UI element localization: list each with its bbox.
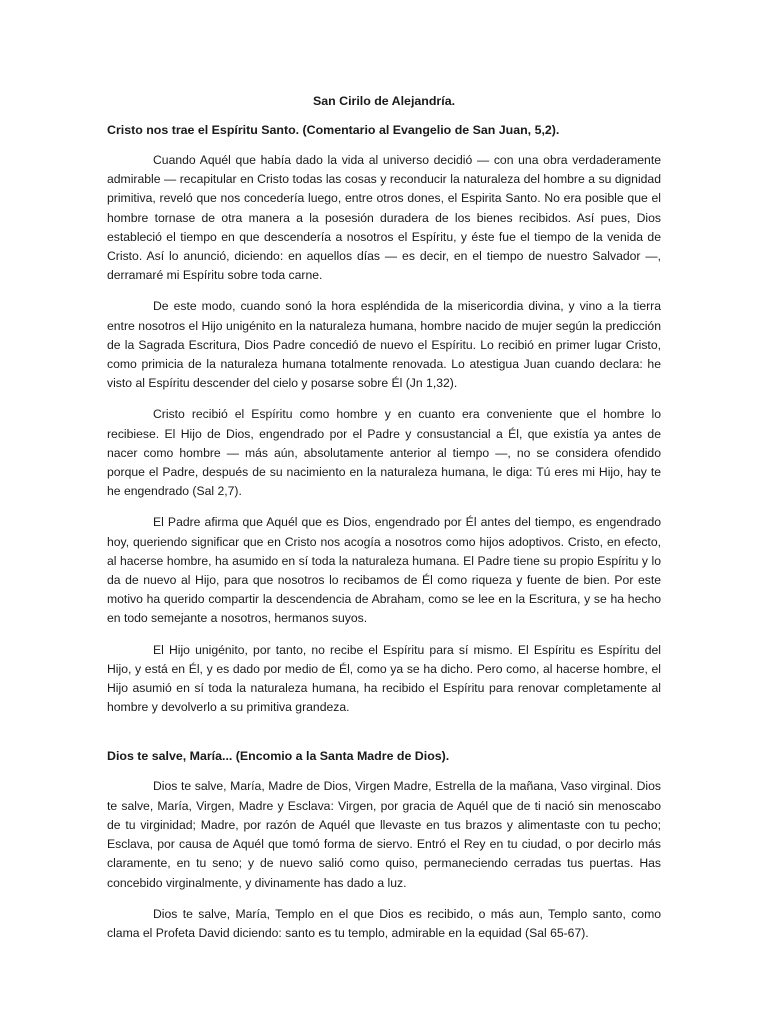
paragraph: El Hijo unigénito, por tanto, no recibe el Espíritu para sí mismo. El Espíritu es Espíritu del Hijo, y está en Él, y es dado por medio de Él, como ya se ha dicho. Pero como, al hacerse hombre, el Hijo asumió en sí toda la naturaleza humana, ha recibido el Espíritu para renovar completamente al hombre y devolverlo a su primitiva grandeza.	[107, 642, 661, 715]
document-title: San Cirilo de Alejandría.	[312, 94, 456, 108]
paragraph: El Padre afirma que Aquél que es Dios, engendrado por Él antes del tiempo, es engendrado hoy, queriendo significar que en Cristo nos acogía a nosotros como hijos adoptivos. Cristo, en efecto, al hacerse hombre, ha asumido en sí toda la naturaleza humana. El Padre tiene su propio Espíritu y lo da de nuevo al Hijo, para que nosotros lo recibamos de Él como riqueza y fuente de bien. Por este motivo ha querido compartir la descendencia de Abraham, como se lee en la Escritura, y se ha hecho en todo semejante a nosotros, hermanos suyos.	[107, 515, 661, 626]
document-page	[107, 92, 661, 955]
paragraph: Cristo recibió el Espíritu como hombre y en cuanto era conveniente que el hombre lo recibiese. El Hijo de Dios, engendrado por el Padre y consustancial a Él, que existía ya antes de nacer como hombre — más aún, absolutamente anterior al tiempo —, no se considera ofendido porque el Padre, después de su nacimiento en la naturaleza humana, le diga: Tú eres mi Hijo, hay te he engendrado (Sal 2,7).	[107, 407, 661, 499]
paragraph: Dios te salve, María, Madre de Dios, Virgen Madre, Estrella de la mañana, Vaso virginal. Dios te salve, María, Virgen, Madre y Esclava: Virgen, por gracia de Aquél que de ti nació sin menoscabo de tu virginidad; Madre, por razón de Aquél que llevaste en tus brazos y alimentaste con tu pecho; Esclava, por causa de Aquél que tomó forma de siervo. Entró el Rey en tu ciudad, o por decirlo más claramente, en tu seno; y de nuevo salió como quiso, permaneciendo cerradas tus puertas. Has concebido virginalmente, y divinamente has dado a luz.	[107, 779, 661, 890]
section-heading-cristo-espiritu: Cristo nos trae el Espíritu Santo. (Comentario al Evangelio de San Juan, 5,2).	[107, 123, 560, 137]
paragraph: De este modo, cuando sonó la hora espléndida de la misericordia divina, y vino a la tierra entre nosotros el Hijo unigénito en la naturaleza humana, hombre nacido de mujer según la predicción de la Sagrada Escritura, Dios Padre concedió de nuevo el Espíritu. Lo recibió en primer lugar Cristo, como primicia de la naturaleza humana totalmente renovada. Lo atestigua Juan cuando declara: he visto al Espíritu descender del cielo y posarse sobre Él (Jn 1,32).	[107, 299, 661, 391]
paragraph: Dios te salve, María, Templo en el que Dios es recibido, o más aun, Templo santo, como clama el Profeta David diciendo: santo es tu templo, admirable en la equidad (Sal 65-67).	[107, 906, 661, 940]
paragraph: Cuando Aquél que había dado la vida al universo decidió — con una obra verdaderamente admirable — recapitular en Cristo todas las cosas y reconducir la naturaleza del hombre a su dignidad primitiva, reveló que nos concedería luego, entre otros dones, el Espirita Santo. No era posible que el hombre tornase de otra manera a la posesión duradera de los bienes recibidos. Así pues, Dios estableció el tiempo en que descendería a nosotros el Espíritu, y éste fue el tiempo de la venida de Cristo. Así lo anunció, diciendo: en aquellos días — es decir, en el tiempo de nuestro Salvador —, derramaré mi Espíritu sobre toda carne.	[107, 153, 661, 283]
section-heading-dios-te-salve: Dios te salve, María... (Encomio a la Santa Madre de Dios).	[107, 749, 450, 764]
